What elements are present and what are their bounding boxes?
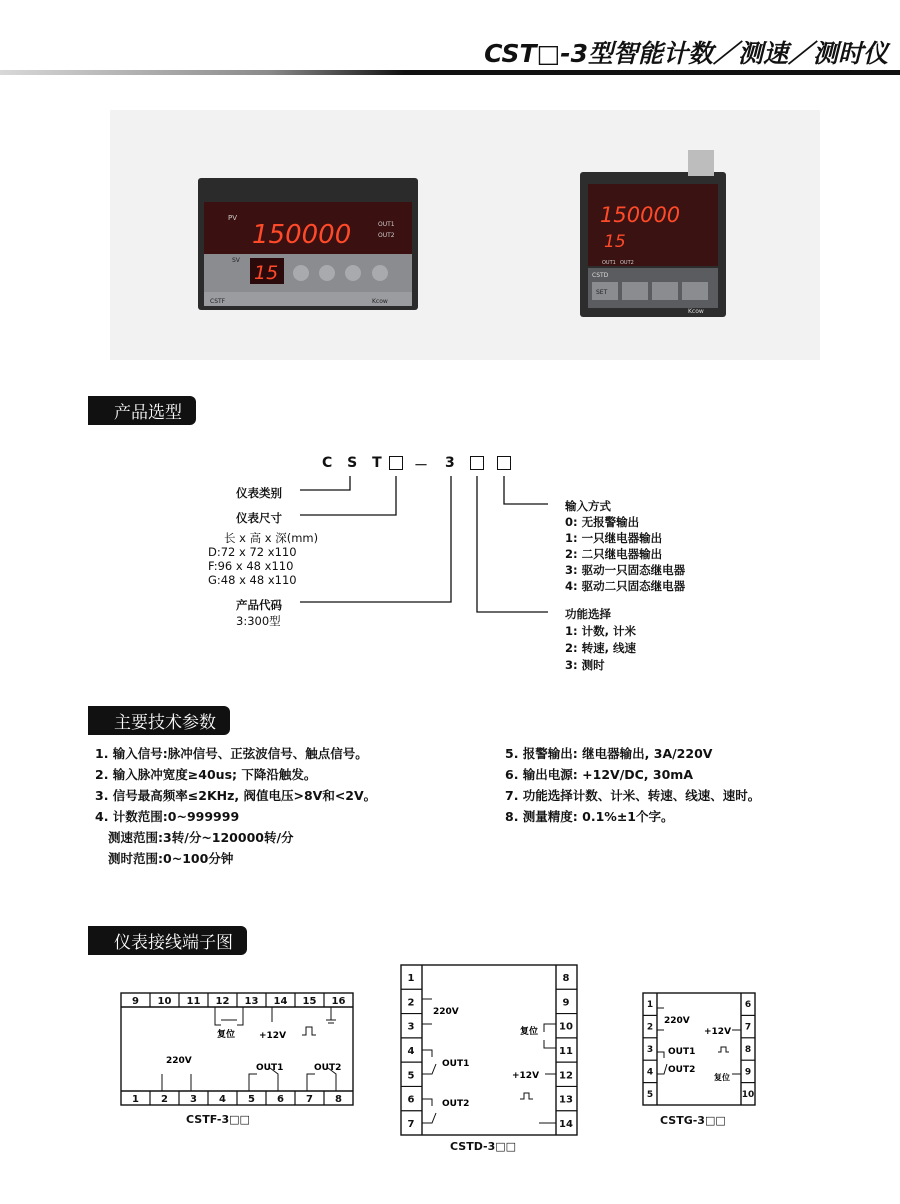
cstd-terminal-number: 6 xyxy=(407,1094,415,1106)
function-title: 功能选择 xyxy=(565,607,611,621)
cstg-12v-label: +12V xyxy=(704,1027,732,1037)
cstd-out2-label: OUT2 xyxy=(442,1099,470,1109)
right-out1: OUT1 xyxy=(602,260,616,266)
cstd-terminal-number: 8 xyxy=(562,973,570,985)
cstd-terminal-number: 9 xyxy=(562,997,570,1009)
cstd-terminal-number: 12 xyxy=(559,1070,573,1082)
spec-line: 测速范围:3转/分~120000转/分 xyxy=(95,830,294,845)
spec-line: 7. 功能选择计数、计米、转速、线速、速时。 xyxy=(505,788,761,803)
function-item: 2: 转速, 线速 xyxy=(565,641,636,655)
cstf-terminal-number: 13 xyxy=(244,996,259,1007)
cstd-terminal-number: 5 xyxy=(407,1070,415,1082)
cstd-terminal-number: 2 xyxy=(407,997,415,1009)
label-product-code-value: 3:300型 xyxy=(236,614,281,628)
cstg-terminal-number: 6 xyxy=(744,1000,752,1011)
cstd-terminal-number: 11 xyxy=(559,1046,573,1057)
output-item: 4: 驱动二只固态继电器 xyxy=(565,579,686,593)
cstf-terminal-number: 15 xyxy=(302,996,317,1007)
cstg-terminal-number: 3 xyxy=(646,1045,654,1055)
cstf-terminal-number: 5 xyxy=(248,1094,255,1105)
cstf-reset-label: 复位 xyxy=(217,1030,236,1040)
label-dims-f: F:96 x 48 x110 xyxy=(208,559,294,573)
right-out2: OUT2 xyxy=(620,260,634,266)
cstf-out2-label: OUT2 xyxy=(314,1063,342,1073)
spec-line: 8. 测量精度: 0.1%±1个字。 xyxy=(505,809,674,824)
left-sv-label: SV xyxy=(232,257,240,264)
cstg-terminal-number: 2 xyxy=(646,1022,654,1033)
cstf-terminal-number: 8 xyxy=(335,1094,342,1105)
cstg-wiring-diagram xyxy=(640,990,760,1110)
cstd-out1-label: OUT1 xyxy=(442,1059,470,1069)
cstd-12v-label: +12V xyxy=(512,1071,540,1081)
code-dash: － xyxy=(414,458,428,474)
cstf-terminal-number: 4 xyxy=(219,1094,226,1105)
label-size: 仪表尺寸 xyxy=(236,511,282,525)
function-item: 3: 测时 xyxy=(565,658,605,672)
right-sv-value: 15 xyxy=(604,232,626,252)
right-set-label: SET xyxy=(596,289,608,296)
cstd-terminal-number: 14 xyxy=(559,1118,573,1130)
cstd-terminal-number: 1 xyxy=(407,973,415,985)
cstf-terminal-number: 14 xyxy=(273,996,288,1007)
cstf-terminal-number: 9 xyxy=(132,996,139,1007)
left-out1: OUT1 xyxy=(378,221,395,228)
left-pv-value: 150000 xyxy=(252,220,352,250)
section-heading-wiring: 仪表接线端子图 xyxy=(88,926,247,955)
cstd-terminal-number: 13 xyxy=(559,1094,573,1106)
left-brand: Kcow xyxy=(372,298,388,305)
cstf-terminal-number: 7 xyxy=(306,1094,313,1105)
cstf-terminal-number: 10 xyxy=(157,996,172,1007)
section-heading-selection: 产品选型 xyxy=(88,396,196,425)
output-item: 3: 驱动一只固态继电器 xyxy=(565,563,686,577)
label-dims-d: D:72 x 72 x110 xyxy=(208,545,297,559)
cstf-terminal-number: 2 xyxy=(161,1094,168,1105)
cstg-reset-label: 复位 xyxy=(714,1073,730,1082)
output-item: 0: 无报警输出 xyxy=(565,515,640,529)
cstg-terminal-number: 1 xyxy=(646,1000,654,1011)
label-category: 仪表类别 xyxy=(236,486,282,500)
cstg-terminal-number: 4 xyxy=(646,1067,654,1078)
spec-line: 4. 计数范围:0~999999 xyxy=(95,809,240,824)
cstf-terminal-number: 1 xyxy=(132,1094,139,1105)
page-title: CST□-3型智能计数／测速／测时仪 xyxy=(484,39,888,68)
cstd-wiring-diagram xyxy=(398,962,582,1138)
cstf-wiring-diagram xyxy=(118,990,358,1125)
cstf-terminal-number: 3 xyxy=(190,1094,197,1105)
cstd-terminal-number: 7 xyxy=(407,1118,415,1130)
spec-line: 5. 报警输出: 继电器输出, 3A/220V xyxy=(505,746,713,761)
output-item: 2: 二只继电器输出 xyxy=(565,547,663,561)
cstd-terminal-number: 4 xyxy=(407,1046,415,1057)
output-item: 1: 一只继电器输出 xyxy=(565,531,663,545)
cstf-terminal-number: 11 xyxy=(186,996,201,1007)
spec-line: 6. 输出电源: +12V/DC, 30mA xyxy=(505,767,694,782)
left-sv-value: 15 xyxy=(254,262,279,284)
spec-line: 3. 信号最高频率≤2KHz, 阀值电压>8V和<2V。 xyxy=(95,788,377,803)
cstg-terminal-number: 8 xyxy=(744,1045,752,1055)
code-digit: 3 xyxy=(445,455,455,471)
right-brand: Kcow xyxy=(688,308,704,315)
cstf-caption: CSTF-3□□ xyxy=(186,1113,250,1126)
cstg-power-label: 220V xyxy=(664,1016,690,1026)
label-dims-g: G:48 x 48 x110 xyxy=(208,573,297,587)
cstg-terminal-number: 9 xyxy=(744,1067,752,1078)
cstf-power-label: 220V xyxy=(166,1056,192,1066)
spec-line: 测时范围:0~100分钟 xyxy=(95,851,234,866)
left-model: CSTF xyxy=(210,298,226,305)
code-prefix: C S T xyxy=(322,455,387,471)
cstf-out1-label: OUT1 xyxy=(256,1063,284,1073)
spec-line: 2. 输入脉冲宽度≥40us; 下降沿触发。 xyxy=(95,767,317,782)
cstf-terminal-number: 12 xyxy=(215,996,230,1007)
left-pv-label: PV xyxy=(228,214,238,222)
cstd-reset-label: 复位 xyxy=(520,1027,539,1037)
cstf-terminal-number: 16 xyxy=(331,996,346,1007)
section-heading-specs: 主要技术参数 xyxy=(88,706,230,735)
function-item: 1: 计数, 计米 xyxy=(565,624,636,638)
right-model: CSTD xyxy=(592,272,609,279)
cstd-terminal-number: 10 xyxy=(559,1021,573,1033)
cstg-caption: CSTG-3□□ xyxy=(660,1114,726,1127)
output-title: 输入方式 xyxy=(565,499,611,513)
right-pv-value: 150000 xyxy=(600,203,681,227)
cstg-terminal-number: 7 xyxy=(744,1022,752,1033)
cstg-out2-label: OUT2 xyxy=(668,1065,696,1075)
cstg-terminal-number: 10 xyxy=(741,1089,755,1100)
cstf-terminal-number: 6 xyxy=(277,1094,284,1105)
spec-line: 1. 输入信号:脉冲信号、正弦波信号、触点信号。 xyxy=(95,746,368,761)
left-out2: OUT2 xyxy=(378,232,395,239)
cstd-power-label: 220V xyxy=(433,1007,459,1017)
cstg-out1-label: OUT1 xyxy=(668,1047,696,1057)
cstg-terminal-number: 5 xyxy=(646,1089,654,1100)
label-dims-header: 长 x 高 x 深(mm) xyxy=(224,531,319,545)
cstd-terminal-number: 3 xyxy=(407,1021,415,1033)
cstf-12v-label: +12V xyxy=(259,1031,287,1041)
label-product-code: 产品代码 xyxy=(236,598,282,612)
cstd-caption: CSTD-3□□ xyxy=(450,1140,517,1153)
